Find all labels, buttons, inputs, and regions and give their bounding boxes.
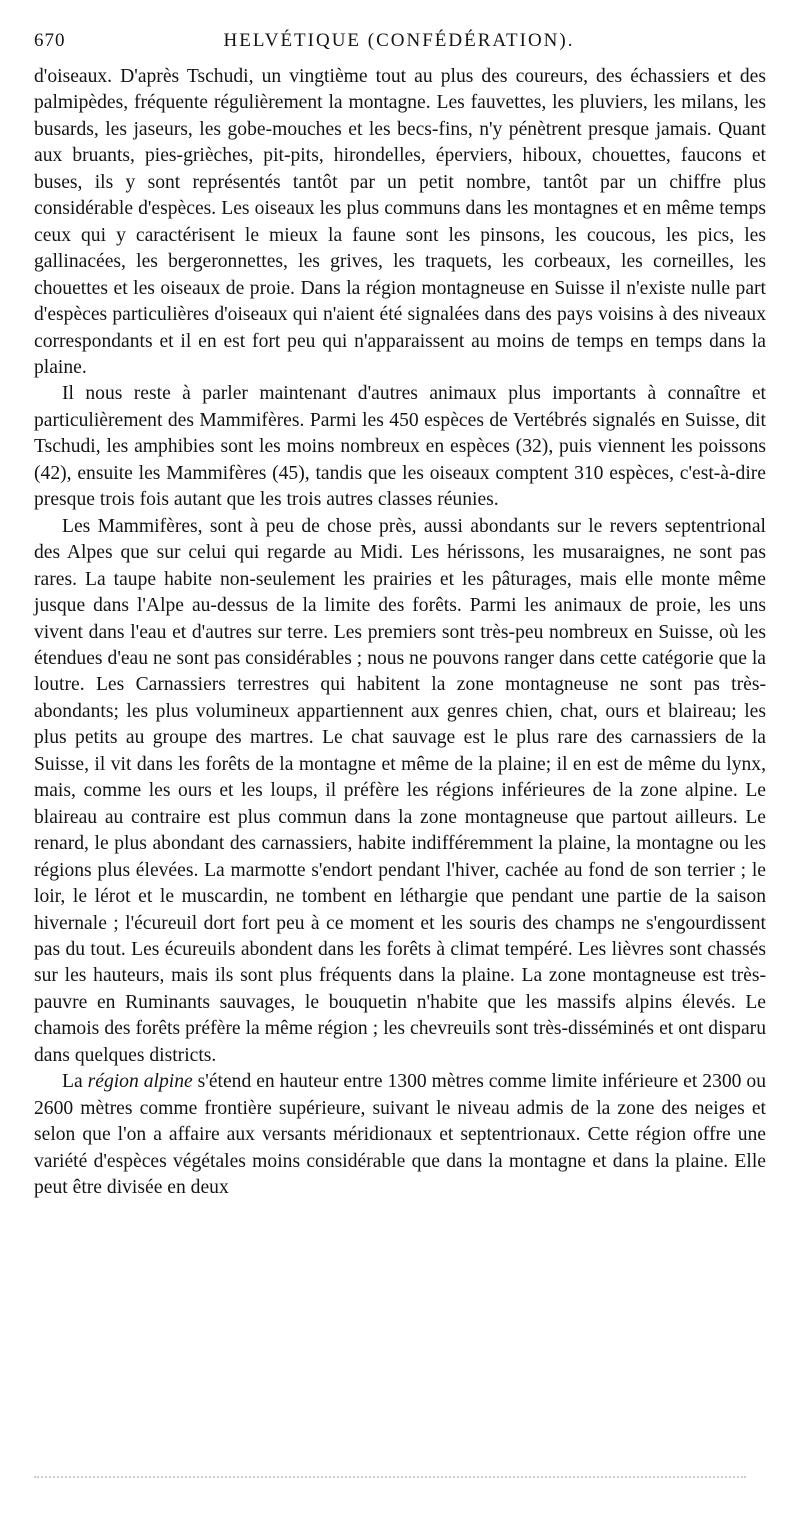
paragraph-mammiferes: Les Mammifères, sont à peu de chose près, aussi abondants sur le revers septentrional des Alpes que sur celui qui regarde au Midi. Les hérissons, les musaraignes, ne sont pas rares. La taupe habite non-seulement les prairies et les pâturages, mais elle monte même jusque dans l'Alpe au-dessus de la limite des forêts. Parmi les animaux de proie, les uns vivent dans l'eau et d'autres sur terre. Les premiers sont très-peu nombreux en Suisse, où les étendues d'eau ne sont pas considérables ; nous ne pouvons ranger dans cette catégorie que la loutre. Les Carnassiers terrestres qui habitent la zone montagneuse ne sont pas très-abondants; les plus volumineux appartiennent aux genres chien, chat, ours et blaireau; les plus petits au groupe des martres. Le chat sauvage est le plus rare des carnassiers de la Suisse, il vit dans les forêts de la montagne et même de la plaine; il en est de même du lynx, mais, comme les ours et les loups, il préfère les régions inférieures de la zone alpine. Le blaireau au contraire est plus commun dans la zone montagneuse que partout ailleurs. Le renard, le plus abondant des carnassiers, habite indifféremment la plaine, la montagne ou les régions plus élevées. La marmotte s'endort pendant l'hiver, cachée au fond de son terrier ; le loir, le lérot et le muscardin, ne tombent en léthargie que pendant une partie de la saison hivernale ; l'écureuil dort fort peu à ce moment et les souris des champs ne s'engourdissent pas du tout. Les écureuils abondent dans les forêts à climat tempéré. Les lièvres sont chassés sur les hauteurs, mais ils sont plus fréquents dans la plaine. La zone montagneuse est très-pauvre en Ruminants sauvages, le bouquetin n'habite que les massifs alpins élevés. Le chamois des forêts préfère la même région ; les chevreuils sont très-disséminés et ont disparu dans quelques districts.: [34, 515, 766, 1066]
paragraph-lead: La: [62, 1071, 88, 1093]
italic-term: région alpine: [87, 1071, 193, 1093]
paragraph-vertebres: Il nous reste à parler maintenant d'autres animaux plus importants à connaître et particulièrement des Mammifères. Parmi les 450 espèces de Vertébrés signalés en Suisse, dit Tschudi, les amphibies sont les moins nombreux en espèces (32), puis viennent les poissons (42), ensuite les Mammifères (45), tandis que les oiseaux comptent 310 espèces, c'est-à-dire presque trois fois autant que les trois autres classes réunies.: [34, 383, 766, 511]
running-title: HELVÉTIQUE (CONFÉDÉRATION).: [223, 30, 575, 51]
running-head: [34, 30, 764, 60]
page-number: 670: [34, 30, 66, 51]
body-text: [34, 64, 766, 1201]
bleed-through-line: [34, 1476, 746, 1478]
paragraph-rest: s'étend en hauteur entre 1300 mètres comme limite inférieure et 2300 ou 2600 mètres comme frontière supérieure, suivant le niveau admis de la zone des neiges et selon que l'on a affaire aux versants méridionaux et septentrionaux. Cette région offre une variété d'espèces végétales moins considérable que dans la montagne et dans la plaine. Elle peut être divisée en deux: [34, 1071, 767, 1199]
paragraph-oiseaux: d'oiseaux. D'après Tschudi, un vingtième tout au plus des coureurs, des échassiers et des palmipèdes, fréquente régulièrement la montagne. Les fauvettes, les pluviers, les milans, les busards, les jaseurs, les gobe-mouches et les becs-fins, n'y pénètrent presque jamais. Quant aux bruants, pies-grièches, pit-pits, hirondelles, éperviers, hiboux, chouettes, faucons et buses, ils y sont représentés tantôt par un petit nombre, tantôt par un chiffre plus considérable d'espèces. Les oiseaux les plus communs dans les montagnes et en même temps ceux qui y caractérisent le mieux la faune sont les pinsons, les coucous, les pics, les gallinacées, les bergeronnettes, les grives, les traquets, les corbeaux, les corneilles, les chouettes et les oiseaux de proie. Dans la région montagneuse en Suisse il n'existe nulle part d'espèces particulières d'oiseaux qui n'aient été signalées dans des pays voisins à des niveaux correspondants et il en est fort peu qui n'apparaissent au moins de temps en temps dans la plaine.: [34, 66, 766, 378]
paragraph-region-alpine: [34, 1069, 766, 1201]
